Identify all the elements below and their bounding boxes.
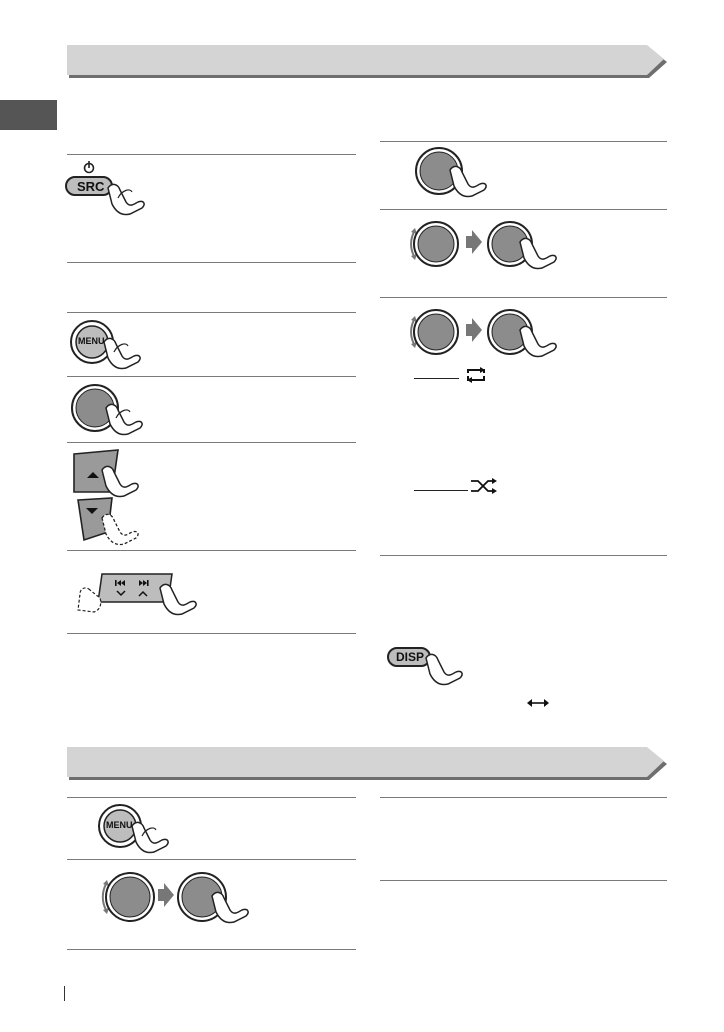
blank-underline <box>414 490 468 491</box>
divider <box>380 555 667 556</box>
blank-underline <box>414 378 459 379</box>
turn-then-press-dial[interactable] <box>98 864 258 930</box>
disp-button-label: DISP <box>396 650 425 664</box>
src-button-label: SRC <box>77 179 105 194</box>
control-dial-icon <box>414 222 458 266</box>
language-side-tab <box>0 100 57 130</box>
control-dial-icon <box>414 310 458 354</box>
divider <box>67 859 356 860</box>
turn-then-press-dial[interactable] <box>406 302 566 362</box>
turn-then-press-dial[interactable] <box>406 214 566 274</box>
hand-press-icon <box>212 892 248 922</box>
page-number-marker <box>64 986 65 1001</box>
hand-press-icon <box>106 404 142 434</box>
control-dial-press[interactable] <box>414 146 494 202</box>
divider <box>380 141 667 142</box>
divider <box>67 949 356 950</box>
divider <box>380 297 667 298</box>
hand-press-icon <box>426 654 462 684</box>
divider <box>380 797 667 798</box>
control-dial-press[interactable] <box>70 382 150 438</box>
hand-press-icon <box>160 584 196 614</box>
right-arrow-icon <box>466 230 482 254</box>
down-arrow-button[interactable] <box>72 496 144 544</box>
divider <box>67 633 356 634</box>
divider <box>67 312 356 313</box>
divider <box>67 376 356 377</box>
shuffle-icon <box>470 478 498 494</box>
right-arrow-icon <box>466 318 482 342</box>
divider <box>67 154 356 155</box>
divider <box>67 442 356 443</box>
menu-button-label: MENU <box>78 336 105 346</box>
hand-press-icon <box>78 588 101 612</box>
menu-button[interactable] <box>98 802 178 856</box>
hand-press-icon <box>450 166 486 196</box>
hand-press-icon <box>520 238 556 268</box>
divider <box>67 262 356 263</box>
hand-press-icon <box>520 326 556 356</box>
right-arrow-icon <box>158 883 174 907</box>
hand-press-icon <box>132 822 168 852</box>
menu-button-label: MENU <box>106 820 133 830</box>
divider <box>67 550 356 551</box>
section-header-banner-2 <box>67 746 667 780</box>
divider <box>380 880 667 881</box>
hand-press-icon <box>102 514 138 544</box>
src-button[interactable] <box>64 160 150 216</box>
disp-button[interactable] <box>386 644 466 690</box>
divider <box>380 209 667 210</box>
repeat-icon <box>462 366 490 384</box>
power-icon <box>85 161 94 173</box>
divider <box>67 797 356 798</box>
control-dial-icon <box>106 873 154 921</box>
section-header-banner-1 <box>67 44 667 78</box>
hand-press-icon <box>108 184 144 214</box>
menu-button[interactable] <box>70 318 150 372</box>
skip-buttons[interactable] <box>72 566 202 618</box>
up-arrow-button[interactable] <box>72 448 144 496</box>
hand-press-icon <box>104 338 140 368</box>
double-arrow-icon <box>527 698 549 708</box>
